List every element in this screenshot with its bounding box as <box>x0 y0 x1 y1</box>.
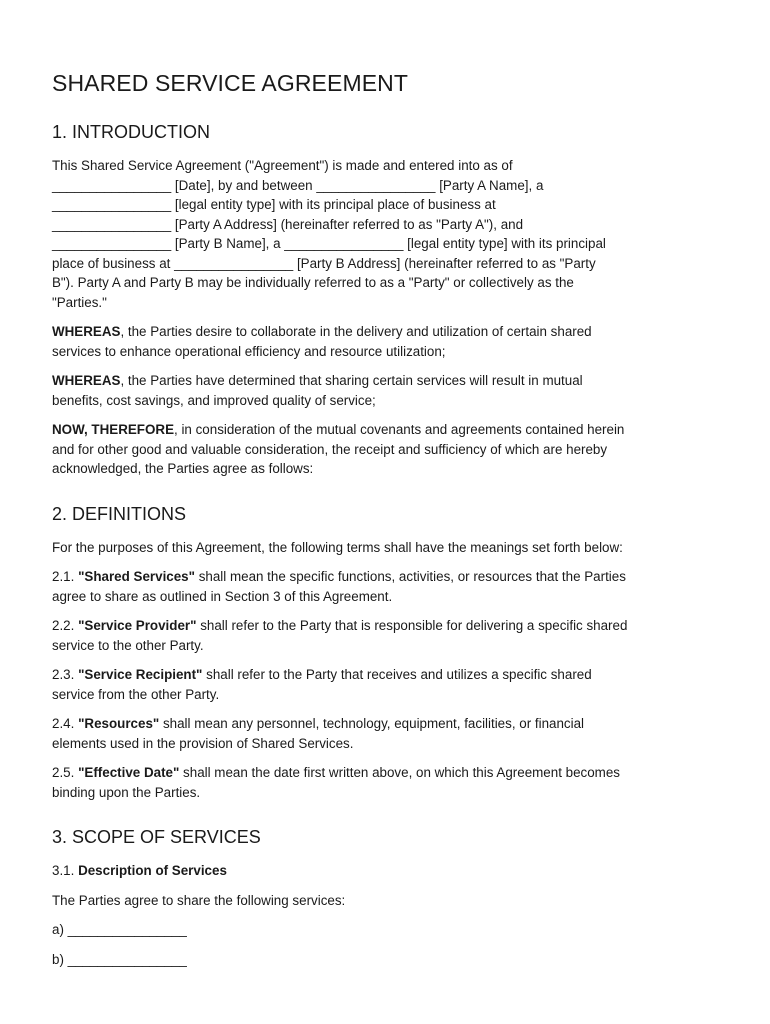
definitions-intro: For the purposes of this Agreement, the following terms shall have the meanings set forth below: <box>52 539 623 555</box>
definition-text: shall mean any personnel, technology, equipment, facilities, or financial <box>159 716 585 731</box>
definition-text: service from the other Party. <box>52 686 220 702</box>
definition-item <box>52 763 720 802</box>
definition-number: 2.3. <box>52 667 79 682</box>
intro-line: This Shared Service Agreement ("Agreement") is made and entered into as of <box>52 158 513 173</box>
subsection-title: Description of Services <box>78 863 227 878</box>
whereas-lead: WHEREAS <box>52 324 121 339</box>
definition-text: binding upon the Parties. <box>52 784 201 800</box>
now-therefore-text: , in consideration of the mutual covenants and agreements contained herein <box>174 422 625 437</box>
definition-text: shall refer to the Party that is responsible for delivering a specific shared <box>196 618 628 633</box>
definition-item <box>52 616 720 655</box>
definition-number: 2.5. <box>52 765 79 780</box>
intro-line: ________________ [Date], by and between ________________ [Party A Name], a <box>52 177 544 193</box>
definition-item <box>52 567 720 606</box>
section-heading-definitions: 2. DEFINITIONS <box>52 503 187 524</box>
subsection-number: 3.1. <box>52 863 79 878</box>
intro-line: "Parties." <box>52 294 107 310</box>
whereas-text: benefits, cost savings, and improved quality of service; <box>52 392 376 408</box>
section-heading-scope: 3. SCOPE OF SERVICES <box>52 827 261 847</box>
scope-intro: The Parties agree to share the following services: <box>52 892 346 908</box>
whereas-text: , the Parties have determined that sharing certain services will result in mutual <box>120 373 583 388</box>
definition-term: "Service Provider" <box>78 618 197 633</box>
intro-line: place of business at ________________ [Party B Address] (hereinafter referred to as "Party <box>52 255 596 271</box>
definition-text: shall mean the date first written above, on which this Agreement becomes <box>179 765 620 780</box>
definition-text: agree to share as outlined in Section 3 of this Agreement. <box>52 588 393 604</box>
now-therefore-text: acknowledged, the Parties agree as follows: <box>52 461 314 476</box>
definition-item <box>52 714 720 753</box>
now-therefore-text: and for other good and valuable consideration, the receipt and sufficiency of which are hereby <box>52 441 608 457</box>
definition-text: service to the other Party. <box>52 637 204 653</box>
whereas-paragraph-2 <box>52 371 720 410</box>
intro-line: ________________ [Party B Name], a ________________ [legal entity type] with its principal <box>52 236 606 251</box>
definition-term: "Service Recipient" <box>78 667 203 682</box>
definition-number: 2.1. <box>52 569 79 584</box>
now-therefore-paragraph <box>52 420 720 479</box>
section-heading-introduction: 1. INTRODUCTION <box>52 122 211 142</box>
subsection-heading <box>52 861 720 881</box>
intro-line: ________________ [Party A Address] (hereinafter referred to as "Party A"), and <box>52 216 524 232</box>
definition-number: 2.2. <box>52 618 79 633</box>
definition-text: shall mean the specific functions, activities, or resources that the Parties <box>194 569 626 584</box>
intro-line: B"). Party A and Party B may be individually referred to as a "Party" or collectively as the <box>52 275 574 290</box>
definition-term: "Shared Services" <box>78 569 195 584</box>
definition-item <box>52 665 720 704</box>
whereas-lead: WHEREAS <box>52 373 121 388</box>
service-list-item: a) ________________ <box>52 922 187 937</box>
introduction-paragraph <box>52 156 720 312</box>
now-therefore-lead: NOW, THEREFORE <box>52 422 175 437</box>
whereas-text: services to enhance operational efficiency and resource utilization; <box>52 343 446 359</box>
whereas-text: , the Parties desire to collaborate in the delivery and utilization of certain shared <box>120 324 592 339</box>
whereas-paragraph-1 <box>52 322 720 361</box>
document-title: SHARED SERVICE AGREEMENT <box>52 70 409 96</box>
definition-text: shall refer to the Party that receives and utilizes a specific shared <box>202 667 592 682</box>
intro-line: ________________ [legal entity type] with its principal place of business at <box>52 197 496 212</box>
definition-text: elements used in the provision of Shared Services. <box>52 735 354 751</box>
service-list-item: b) ________________ <box>52 951 187 967</box>
definition-term: "Resources" <box>78 716 160 731</box>
definition-number: 2.4. <box>52 716 79 731</box>
definition-term: "Effective Date" <box>78 765 180 780</box>
